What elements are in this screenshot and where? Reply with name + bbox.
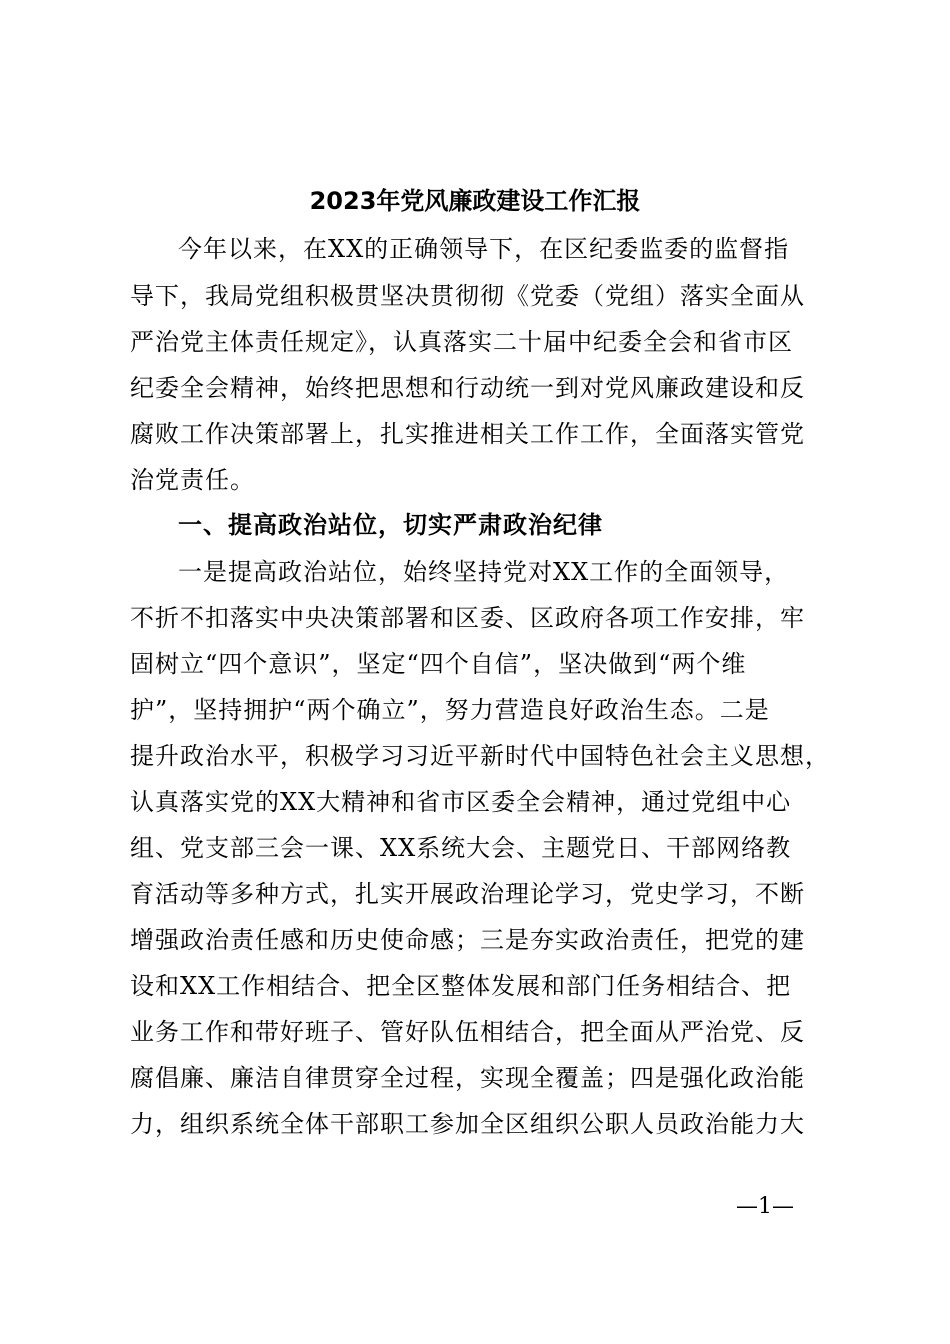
section-line: 力，组织系统全体干部职工参加全区组织公职人员政治能力大 [130,1110,805,1138]
section-line: 提升政治水平，积极学习习近平新时代中国特色社会主义思想， [130,742,830,770]
section-line: 增强政治责任感和历史使命感；三是夯实政治责任，把党的建 [130,926,805,954]
intro-line: 治党责任。 [130,466,255,494]
intro-line: 腐败工作决策部署上，扎实推进相关工作工作，全面落实管党 [130,420,805,448]
document-title: 2023年党风廉政建设工作汇报 [309,187,641,215]
section-line: 固树立“四个意识”，坚定“四个自信”，坚决做到“两个维 [130,650,747,678]
intro-line: 严治党主体责任规定》，认真落实二十届中纪委全会和省市区 [130,328,793,356]
section-line: 设和XX工作相结合、把全区整体发展和部门任务相结合、把 [130,972,792,1000]
intro-line: 今年以来，在XX的正确领导下，在区纪委监委的监督指 [178,235,790,263]
page-number: —1— [736,1194,794,1219]
section-line: 腐倡廉、廉洁自律贯穿全过程，实现全覆盖；四是强化政治能 [130,1064,805,1092]
section-line: 育活动等多种方式，扎实开展政治理论学习，党史学习，不断 [130,880,805,908]
intro-line: 纪委全会精神，始终把思想和行动统一到对党风廉政建设和反 [130,374,805,402]
intro-line: 导下，我局党组积极贯坚决贯彻彻《党委（党组）落实全面从 [130,282,805,310]
section-line: 护”，坚持拥护“两个确立”，努力营造良好政治生态。二是 [130,696,770,724]
section-line: 认真落实党的XX大精神和省市区委全会精神，通过党组中心 [130,788,792,816]
section-line: 不折不扣落实中央决策部署和区委、区政府各项工作安排，牢 [130,604,805,632]
section-line: 业务工作和带好班子、管好队伍相结合，把全面从严治党、反 [130,1018,805,1046]
section-line: 组、党支部三会一课、XX系统大会、主题党日、干部网络教 [130,834,792,862]
section-heading: 一、提高政治站位，切实严肃政治纪律 [178,511,603,539]
section-line: 一是提高政治站位，始终坚持党对XX工作的全面领导， [178,558,790,586]
